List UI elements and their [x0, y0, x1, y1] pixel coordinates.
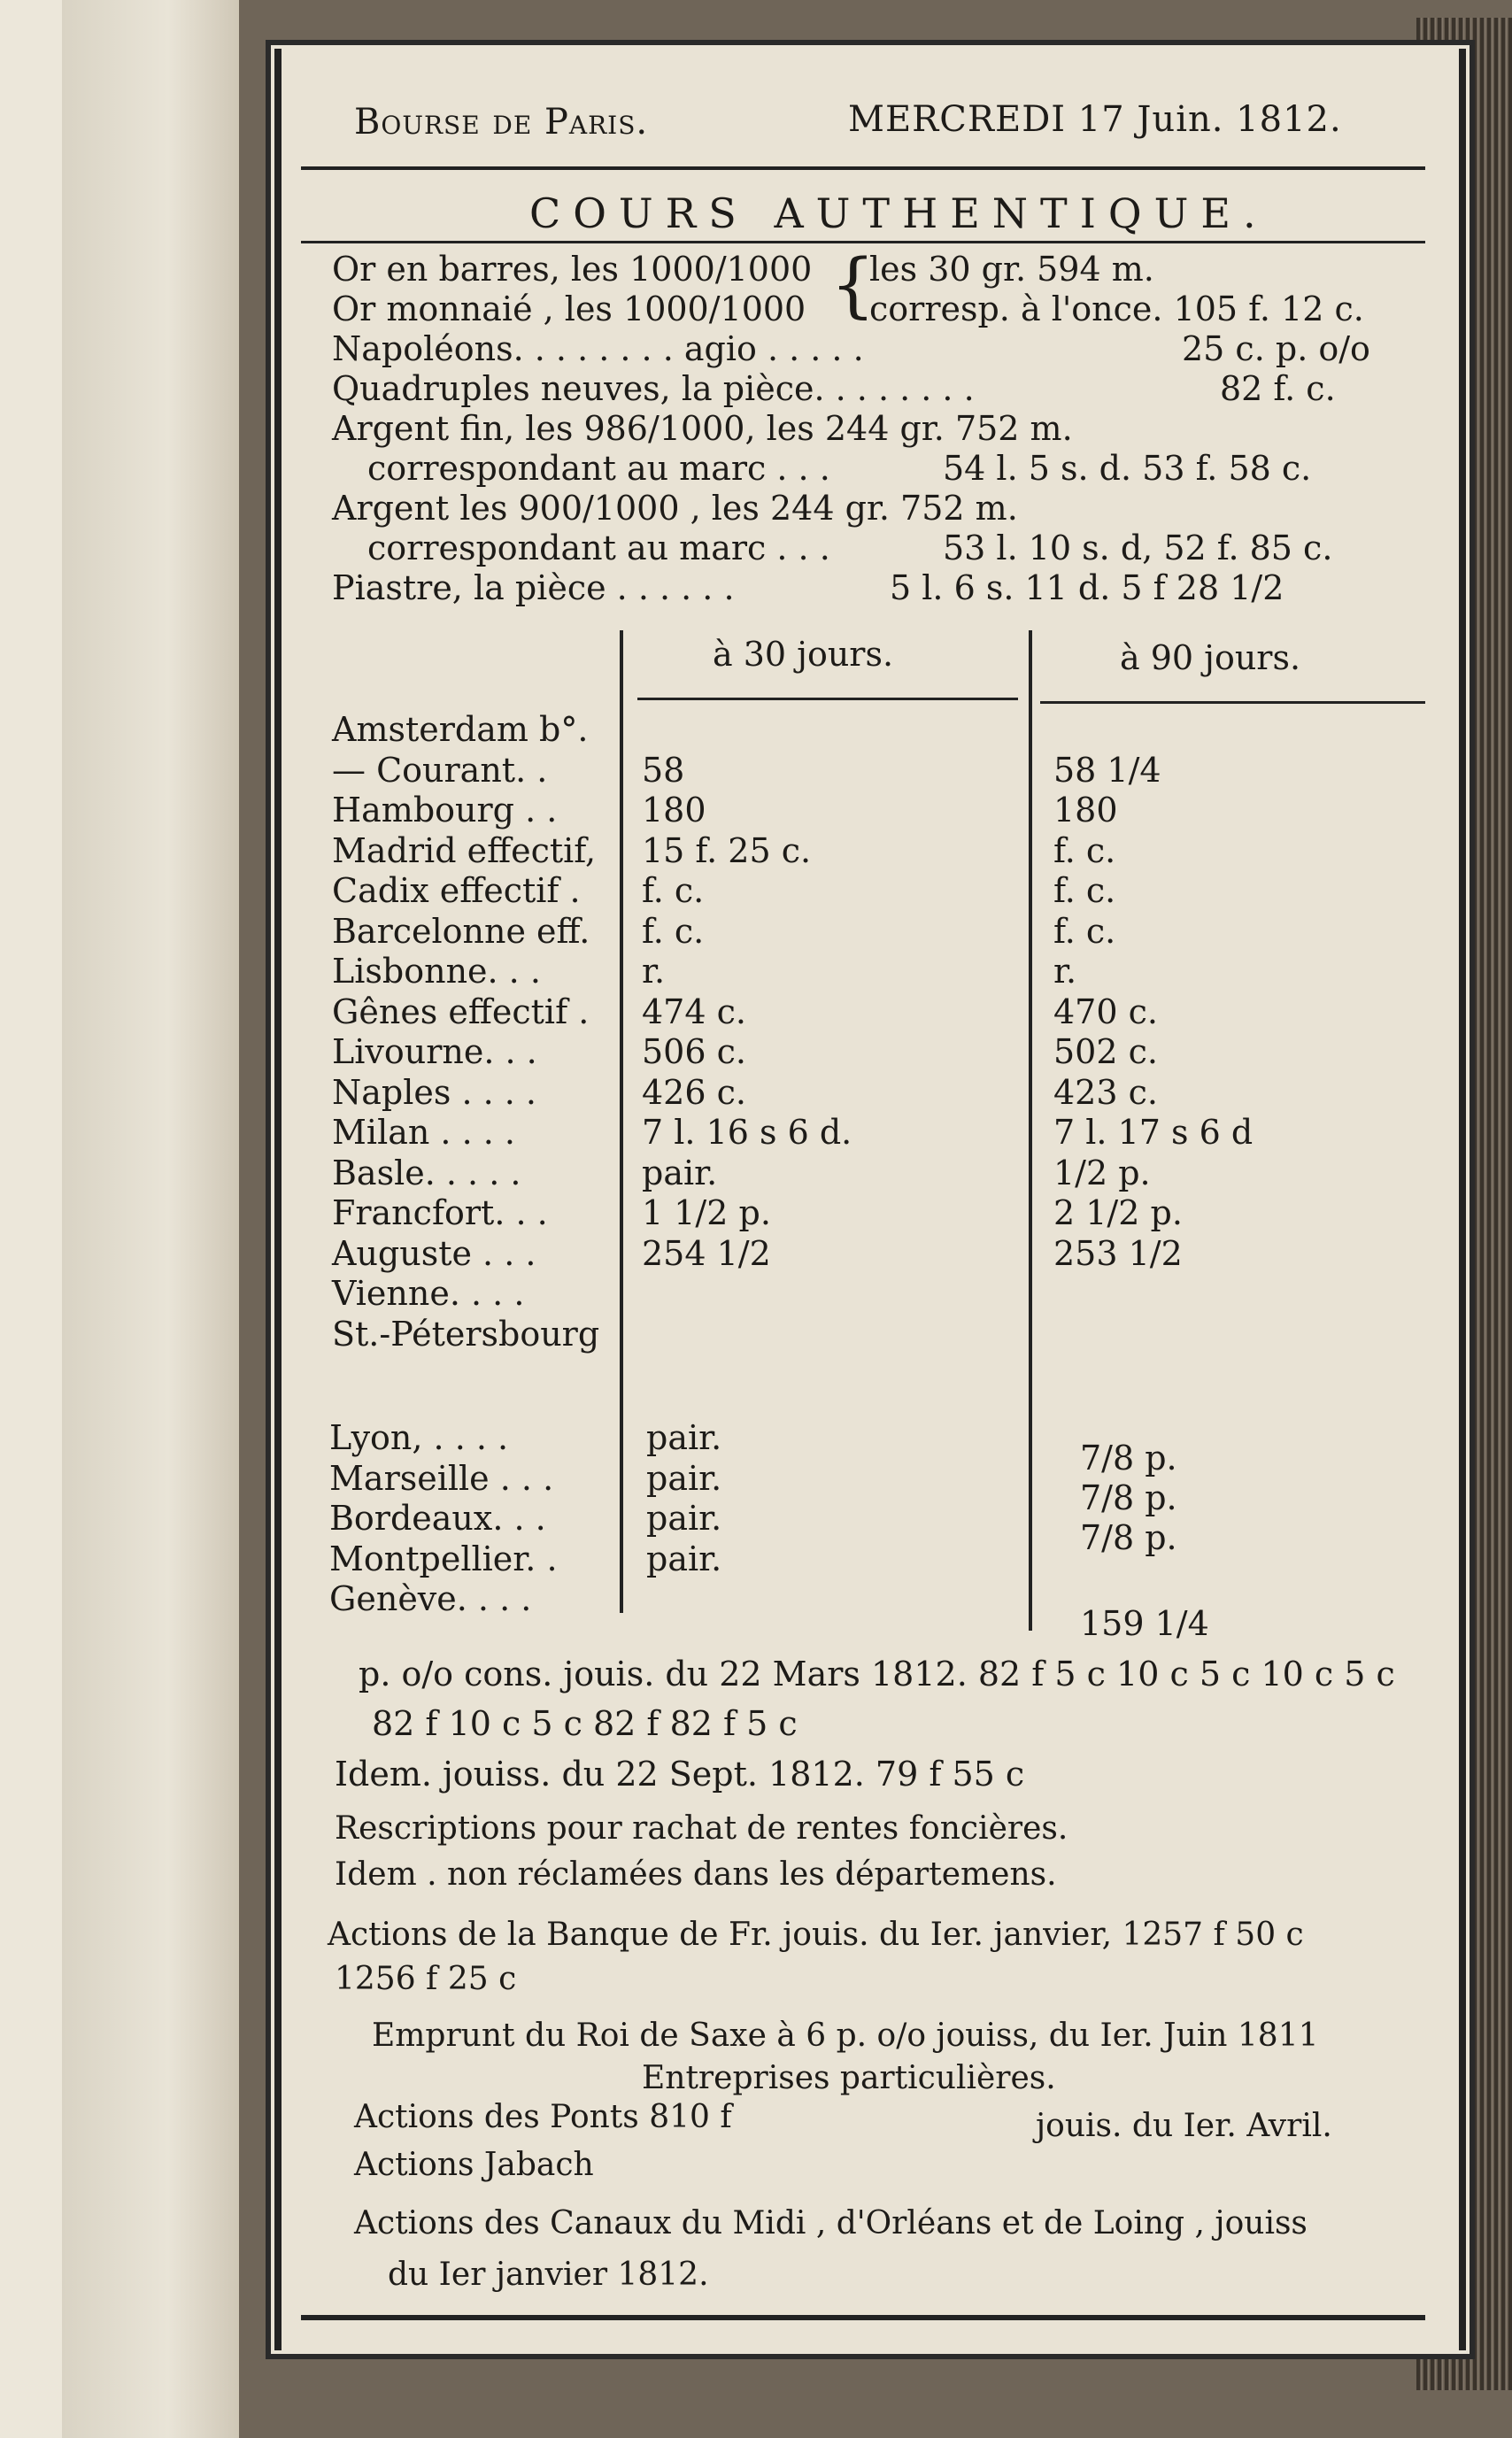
exchange-90-day: 1/2 p.: [1053, 1153, 1151, 1192]
exchange-place: Madrid effectif,: [332, 831, 597, 870]
exchange-place: Barcelonne eff.: [332, 912, 590, 951]
exchange-30-day: 58: [642, 751, 685, 790]
fund-line-11: Actions Jabach: [354, 2147, 594, 2183]
exchange-30-day: 15 f. 25 c.: [642, 831, 812, 870]
exchange-place: Milan . . . .: [332, 1113, 515, 1152]
metal-line-1b: les 30 gr. 594 m.: [869, 250, 1154, 289]
domestic-90-day: 7/8 p.: [1080, 1478, 1177, 1517]
col-30-rule: [637, 698, 1018, 700]
col-90-rule: [1040, 701, 1425, 704]
header-left: Bourse de Paris.: [354, 102, 649, 143]
exchange-place: Basle. . . . .: [332, 1153, 521, 1192]
metal-line-3a: Napoléons. . . . . . . . agio . . . . .: [332, 329, 864, 368]
exchange-30-day: f. c.: [642, 871, 705, 910]
metal-line-2a: Or monnaié , les 1000/1000: [332, 289, 806, 328]
exchange-90-day: f. c.: [1053, 871, 1116, 910]
exchange-place: Francfort. . .: [332, 1193, 548, 1232]
domestic-90-day: 7/8 p.: [1080, 1439, 1177, 1477]
exchange-90-day: r.: [1053, 952, 1077, 991]
exchange-90-day: 502 c.: [1053, 1032, 1158, 1071]
footer-rule: [301, 2315, 1425, 2320]
metal-line-8a: correspondant au marc . . .: [367, 528, 830, 567]
header-date: MERCREDI 17 Juin. 1812.: [848, 99, 1342, 140]
exchange-30-day: 1 1/2 p.: [642, 1193, 771, 1232]
metal-line-5: Argent fin, les 986/1000, les 244 gr. 752 m.: [332, 409, 1073, 448]
metal-line-9a: Piastre, la pièce . . . . . .: [332, 568, 735, 607]
exchange-30-day: 426 c.: [642, 1073, 746, 1112]
fund-line-12: Actions des Canaux du Midi , d'Orléans et de Loing , jouiss: [354, 2205, 1308, 2241]
metal-line-4a: Quadruples neuves, la pièce. . . . . . . .: [332, 369, 975, 408]
exchange-90-day: f. c.: [1053, 912, 1116, 951]
exchange-place: Naples . . . .: [332, 1073, 537, 1112]
exchange-place: Amsterdam b°.: [332, 710, 589, 749]
metal-line-9b: 5 l. 6 s. 11 d. 5 f 28 1/2: [890, 568, 1284, 607]
metal-line-4b: 82 f. c.: [1220, 369, 1336, 408]
exchange-30-day: 7 l. 16 s 6 d.: [642, 1113, 852, 1152]
exchange-place: Auguste . . .: [332, 1234, 536, 1273]
fund-line-4: Rescriptions pour rachat de rentes foncières.: [335, 1810, 1068, 1847]
binding-gutter: [62, 0, 239, 2438]
exchange-30-day: 506 c.: [642, 1032, 746, 1071]
fund-line-2: 82 f 10 c 5 c 82 f 82 f 5 c: [372, 1704, 798, 1743]
exchange-90-day: 180: [1053, 791, 1118, 829]
metal-line-2b: corresp. à l'once. 105 f. 12 c.: [869, 289, 1364, 328]
domestic-place: Marseille . . .: [329, 1459, 554, 1498]
col-30-days: à 30 jours.: [713, 635, 894, 674]
exchange-30-day: 180: [642, 791, 706, 829]
exchange-30-day: 474 c.: [642, 992, 746, 1031]
fund-line-6: Actions de la Banque de Fr. jouis. du Ier. janvier, 1257 f 50 c: [328, 1917, 1304, 1953]
exchange-place: Livourne. . .: [332, 1032, 537, 1071]
fund-line-13: du Ier janvier 1812.: [388, 2257, 709, 2293]
domestic-30-day: pair.: [646, 1418, 722, 1457]
metal-line-6a: correspondant au marc . . .: [367, 449, 830, 488]
col-90-days: à 90 jours.: [1120, 638, 1301, 677]
domestic-place: Lyon, . . . .: [329, 1418, 509, 1457]
exchange-30-day: f. c.: [642, 912, 705, 951]
metal-line-6b: 54 l. 5 s. d. 53 f. 58 c.: [943, 449, 1312, 488]
fund-line-5: Idem . non réclamées dans les départemens.: [335, 1856, 1057, 1893]
domestic-place: Bordeaux. . .: [329, 1499, 546, 1538]
exchange-90-day: 423 c.: [1053, 1073, 1158, 1112]
exchange-90-day: 253 1/2: [1053, 1234, 1183, 1273]
exchange-90-day: 58 1/4: [1053, 751, 1161, 790]
table-divider-right: [1029, 630, 1032, 1631]
exchange-90-day: 7 l. 17 s 6 d: [1053, 1113, 1254, 1152]
brace: {: [830, 243, 876, 326]
exchange-90-day: f. c.: [1053, 831, 1116, 870]
fund-line-9: Entreprises particulières.: [642, 2060, 1056, 2096]
table-divider-left: [620, 630, 623, 1613]
fund-line-8: Emprunt du Roi de Saxe à 6 p. o/o jouiss, du Ier. Juin 1811: [372, 2018, 1319, 2054]
exchange-place: — Courant. .: [332, 751, 548, 790]
exchange-90-day: 470 c.: [1053, 992, 1158, 1031]
page-title: COURS AUTHENTIQUE.: [529, 189, 1269, 237]
domestic-90-day: 159 1/4: [1080, 1604, 1209, 1643]
fund-line-10b: jouis. du Ier. Avril.: [1036, 2108, 1332, 2144]
fund-line-3: Idem. jouiss. du 22 Sept. 1812. 79 f 55 c: [335, 1755, 1025, 1794]
exchange-place: St.-Pétersbourg: [332, 1315, 600, 1354]
header-rule: [301, 166, 1425, 170]
exchange-30-day: 254 1/2: [642, 1234, 771, 1273]
exchange-place: Vienne. . . .: [332, 1274, 525, 1313]
metal-line-3b: 25 c. p. o/o: [1182, 329, 1370, 368]
domestic-place: Genève. . . .: [329, 1579, 532, 1618]
exchange-place: Cadix effectif .: [332, 871, 581, 910]
domestic-place: Montpellier. .: [329, 1539, 558, 1578]
facing-page-edge: [0, 0, 62, 2438]
metal-line-1a: Or en barres, les 1000/1000: [332, 250, 813, 289]
metal-line-8b: 53 l. 10 s. d, 52 f. 85 c.: [943, 528, 1333, 567]
domestic-30-day: pair.: [646, 1539, 722, 1578]
fund-line-1: p. o/o cons. jouis. du 22 Mars 1812. 82 f 5 c 10 c 5 c 10 c 5 c: [359, 1655, 1395, 1693]
domestic-30-day: pair.: [646, 1499, 722, 1538]
exchange-place: Hambourg . .: [332, 791, 558, 829]
domestic-30-day: pair.: [646, 1459, 722, 1498]
exchange-30-day: pair.: [642, 1153, 718, 1192]
exchange-90-day: 2 1/2 p.: [1053, 1193, 1183, 1232]
exchange-30-day: r.: [642, 952, 666, 991]
exchange-place: Lisbonne. . .: [332, 952, 541, 991]
fund-line-10a: Actions des Ponts 810 f: [354, 2099, 732, 2135]
metal-line-7: Argent les 900/1000 , les 244 gr. 752 m.: [332, 489, 1018, 528]
exchange-place: Gênes effectif .: [332, 992, 590, 1031]
domestic-90-day: 7/8 p.: [1080, 1518, 1177, 1557]
fund-line-7: 1256 f 25 c: [335, 1961, 517, 1997]
